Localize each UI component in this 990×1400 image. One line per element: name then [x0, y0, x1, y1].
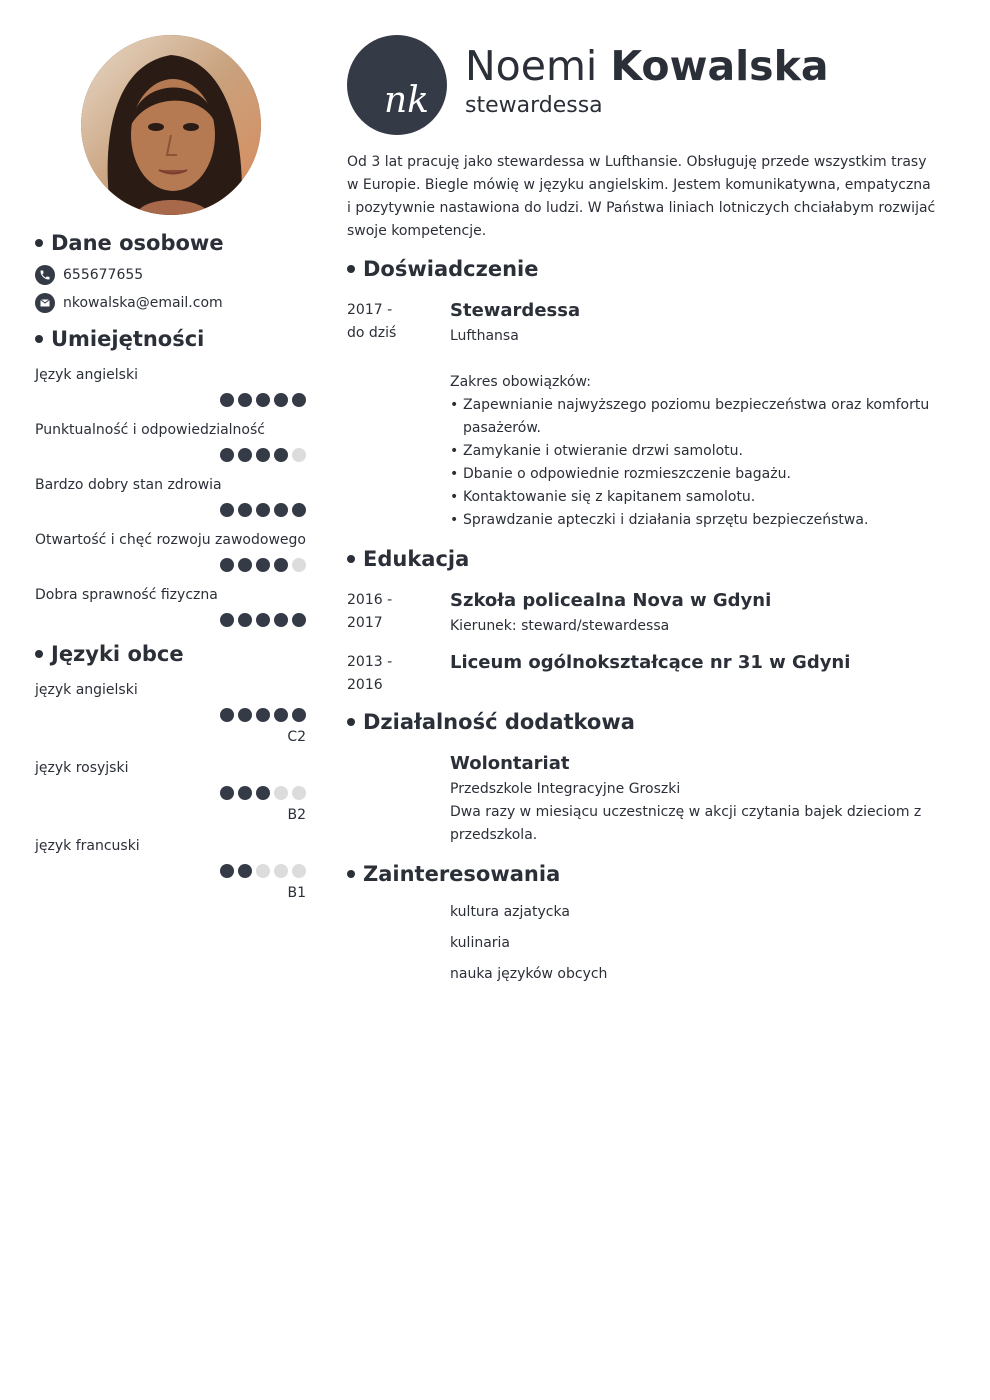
experience-company: Lufthansa	[450, 328, 519, 344]
education-date-from: 2016 -	[347, 592, 393, 608]
education-section	[347, 546, 947, 697]
language-item	[35, 759, 306, 824]
profile-summary: Od 3 lat pracuję jako stewardessa w Lufthansie. Obsługuję przede wszystkim trasy w Europie. Biegle mówię w języku angielskim. Jestem komunikatywna, empatyczna i pozytywnie nastawiona do ludzi. W Państwa liniach lotniczych chciałabym rozwijać swoje kompetencje.	[347, 154, 936, 239]
interest-item: nauka języków obcych	[450, 966, 608, 982]
rating-dot-filled	[238, 448, 252, 462]
language-label: język angielski	[35, 682, 138, 698]
activity-role: Wolontariat	[450, 753, 570, 774]
experience-date-from: 2017 -	[347, 302, 393, 318]
rating-dot-filled	[256, 613, 270, 627]
profile-photo	[81, 35, 261, 215]
rating-dot-empty	[274, 864, 288, 878]
skill-item	[35, 531, 306, 572]
skill-item	[35, 421, 306, 462]
education-date-to: 2016	[347, 677, 383, 693]
interests-section-title: Zainteresowania	[347, 861, 947, 887]
education-school: Liceum ogólnokształcące nr 31 w Gdyni	[450, 652, 851, 673]
skill-item	[35, 476, 306, 517]
duty-item: • Sprawdzanie apteczki i działania sprzętu bezpieczeństwa.	[450, 509, 930, 532]
skill-rating	[35, 503, 306, 517]
language-label: język francuski	[35, 838, 140, 854]
duty-item: • Zamykanie i otwieranie drzwi samolotu.	[450, 440, 930, 463]
duties-title: Zakres obowiązków:	[450, 374, 591, 390]
rating-dot-filled	[274, 708, 288, 722]
skill-rating	[35, 448, 306, 462]
skills-list	[35, 366, 306, 627]
rating-dot-filled	[238, 558, 252, 572]
rating-dot-filled	[292, 613, 306, 627]
education-entry	[347, 651, 947, 697]
phone-icon	[35, 265, 55, 285]
rating-dot-filled	[220, 558, 234, 572]
rating-dot-filled	[238, 786, 252, 800]
activity-section	[347, 709, 947, 847]
skill-label: Bardzo dobry stan zdrowia	[35, 477, 222, 493]
interests-section	[347, 861, 947, 996]
experience-date	[347, 299, 437, 345]
languages-list	[35, 681, 306, 902]
rating-dot-filled	[220, 503, 234, 517]
rating-dot-empty	[292, 448, 306, 462]
rating-dot-filled	[274, 613, 288, 627]
rating-dot-empty	[274, 786, 288, 800]
activity-desc: Dwa razy w miesiącu uczestniczę w akcji czytania bajek dzieciom z przedszkola.	[450, 804, 922, 843]
rating-dot-filled	[274, 448, 288, 462]
duties-list	[450, 394, 930, 532]
experience-entry	[347, 299, 947, 532]
experience-section-title: Doświadczenie	[347, 256, 947, 282]
rating-dot-filled	[292, 393, 306, 407]
language-item	[35, 837, 306, 902]
education-detail: Kierunek: steward/stewardessa	[450, 618, 670, 634]
envelope-icon	[35, 293, 55, 313]
rating-dot-filled	[220, 613, 234, 627]
education-date	[347, 589, 437, 635]
personal-section-title: Dane osobowe	[35, 230, 306, 256]
language-rating	[35, 708, 306, 722]
language-cefr-level: C2	[287, 729, 306, 745]
skill-label: Dobra sprawność fizyczna	[35, 587, 218, 603]
email-row	[35, 292, 306, 314]
skill-label: Punktualność i odpowiedzialność	[35, 422, 265, 438]
first-name: Noemi	[465, 42, 598, 90]
education-section-title: Edukacja	[347, 546, 947, 572]
duty-item: • Zapewnianie najwyższego poziomu bezpieczeństwa oraz komfortu pasażerów.	[450, 394, 930, 440]
skill-rating	[35, 613, 306, 627]
rating-dot-empty	[292, 786, 306, 800]
duty-item: • Kontaktowanie się z kapitanem samolotu.	[450, 486, 930, 509]
rating-dot-filled	[220, 448, 234, 462]
rating-dot-filled	[238, 503, 252, 517]
skill-item	[35, 366, 306, 407]
rating-dot-empty	[256, 864, 270, 878]
rating-dot-empty	[292, 558, 306, 572]
sidebar	[35, 35, 306, 915]
rating-dot-filled	[238, 613, 252, 627]
phone-row	[35, 264, 306, 286]
education-date-to: 2017	[347, 615, 383, 631]
phone-text: 655677655	[63, 267, 144, 283]
rating-dot-filled	[238, 393, 252, 407]
rating-dot-filled	[256, 786, 270, 800]
language-cefr-level: B1	[287, 885, 306, 901]
rating-dot-filled	[274, 503, 288, 517]
rating-dot-filled	[256, 393, 270, 407]
skill-label: Otwartość i chęć rozwoju zawodowego	[35, 532, 306, 548]
rating-dot-filled	[274, 393, 288, 407]
experience-role: Stewardessa	[450, 300, 581, 321]
skill-rating	[35, 558, 306, 572]
language-rating	[35, 864, 306, 878]
activity-section-title: Działalność dodatkowa	[347, 709, 947, 735]
rating-dot-filled	[220, 864, 234, 878]
rating-dot-filled	[238, 708, 252, 722]
activity-org: Przedszkole Integracyjne Groszki	[450, 781, 681, 797]
rating-dot-filled	[256, 503, 270, 517]
education-entry	[347, 589, 947, 638]
language-rating	[35, 786, 306, 800]
name-block	[465, 41, 829, 118]
rating-dot-filled	[292, 503, 306, 517]
skill-rating	[35, 393, 306, 407]
rating-dot-filled	[220, 786, 234, 800]
rating-dot-filled	[292, 708, 306, 722]
education-date-from: 2013 -	[347, 654, 393, 670]
interests-list	[450, 903, 947, 983]
languages-section-title: Języki obce	[35, 641, 306, 667]
skill-label: Język angielski	[35, 367, 138, 383]
activity-entry	[347, 752, 947, 847]
experience-section	[347, 256, 947, 532]
rating-dot-filled	[256, 448, 270, 462]
interest-item: kultura azjatycka	[450, 904, 570, 920]
rating-dot-filled	[220, 393, 234, 407]
email-text: nkowalska@email.com	[63, 295, 223, 311]
last-name: Kowalska	[610, 42, 829, 90]
monogram-badge: nk	[347, 35, 447, 135]
rating-dot-filled	[274, 558, 288, 572]
skills-section-title: Umiejętności	[35, 326, 306, 352]
skill-item	[35, 586, 306, 627]
rating-dot-filled	[256, 558, 270, 572]
job-position: stewardessa	[465, 93, 603, 118]
education-date	[347, 651, 437, 697]
interest-item: kulinaria	[450, 935, 511, 951]
experience-date-to: do dziś	[347, 325, 397, 341]
language-label: język rosyjski	[35, 760, 129, 776]
duty-item: • Dbanie o odpowiednie rozmieszczenie bagażu.	[450, 463, 930, 486]
rating-dot-filled	[220, 708, 234, 722]
language-item	[35, 681, 306, 746]
rating-dot-empty	[292, 864, 306, 878]
language-cefr-level: B2	[287, 807, 306, 823]
education-school: Szkoła policealna Nova w Gdyni	[450, 590, 772, 611]
rating-dot-filled	[238, 864, 252, 878]
full-name	[465, 41, 829, 91]
rating-dot-filled	[256, 708, 270, 722]
